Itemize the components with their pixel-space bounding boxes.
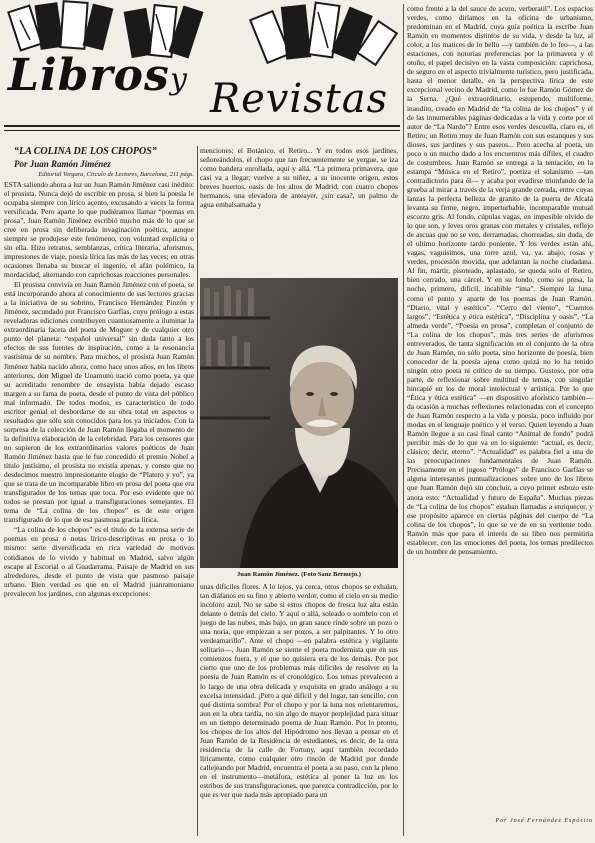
header-title-y: y	[170, 62, 187, 97]
article-publisher: Editorial Vergara, Circulo de Lectores, Barcelona, 211 págs.	[38, 171, 194, 178]
article-paragraph: menciones; el Botánico, el Retiro... Y en todos esos jardines, señoreándolos, el chopo que tan frecuentemente se yergue, se iza como bandera enrollada, aquí y allá. “La primera primavera, que casi va a llegar, vuelve a su niñez, a su inocente origen, estos breves huertos, oasis de los altos de Madrid, con cuatro chopos hermanos, una elevadora de anteayer, ¿sin casa?, un palmo de agua embalsamada y	[200, 146, 398, 210]
author-photo	[200, 278, 398, 568]
article-column-3	[407, 4, 593, 816]
header-rule	[4, 125, 400, 127]
article-credit: Por José Fernández Espósito	[495, 818, 593, 824]
header-title-libros: Libros	[8, 50, 170, 101]
column-divider	[197, 146, 198, 836]
portrait-image	[200, 278, 398, 568]
article-paragraph: “La colina de los chopos” es el título de la extensa serie de poemas en prosa o notas lírico-descriptivas en prosa o lo mismo: serie diversificada en rica variedad de motivos cotidianos de lo vivido y habitual en Madrid, salvo algún escape al Escorial o al Guadarrama. Paisaje de Madrid en sus alrededores, desde el punto de vista que pasmoso paisaje urbano. Bien verdad es que en el Madrid juanramoniano prevalecen los jardines, con algunas excepciones:	[4, 525, 194, 598]
book-stack-left-icon	[8, 1, 112, 50]
column-divider	[403, 4, 404, 836]
article-paragraph: como frente a la del sauce de acero, verberatil”. Los espacios verdes, como diríamos en la oficina de urbanismo, predominan en el Madrid, cuya guía poética la escribe Juan Ramón en momentos distintos de su vida, y desde la luz, al color, a los matices de lo bello —y también de lo feo—, a las estaciones, con notorias preferencias por la primavera y el otoño, el papel decisivo en la vasta composición: caprichosa, de seguro en el aspecto trivialmente turístico, pero justificada, hasta el menor detalle, en la perspectiva lírica de este excepcional vecino de Madrid, como lo fue Ramón Gómez de la Serna. ¿Qué extraordinario, estupendo, multiforme, inaudito, creado en Madrid de “la colina de los chopos” y el de las innumerables páginas dedicadas a la vida y corte por el autor de “La Nardo”? Entre esos verdes descuella, claro es, el Retiro; un Retiro muy de Juan Ramón con sus estanques y sus dioses, sus jardines y sus paseos... Pero acecha al poeta, un poco o un mucho dado a los encuentros más dífiles, el cuadro de costumbres. Juan Ramón se entrega a la tentación, en la estampa “Música en el Retiro”, poetiza el solanismo —tan contradictorio para él— y acaba por evadirse triunfando de la grueba al mirar a través de la verja grande cerrada, entre cuyas lanzas la perfecta belleza de granito de la puerta de Alcalá levanta su firme, negro, imperturbable, incomparable mutual escorzo gris. Al fondo, cúpulas vagas, en imposible olvido de lo que son, y leves oros granas con metales y cristales, reflejo de ascuas que no se ven, derramadas, chorreadas, sin duda, de el ultimo horizonte tardo poniente. Y los verdes están ahí, vagas, vaguisimos, una torre azul, va, ya. abajo, rosas y verdes, procesión movida, que adelantan la noche ciudadana. Al fin, mártir, pisoteado, aplastado, se queda solo el Retiro, bien cerrado, una cárcel. Y en su fondo, como su presa, la noche, primero, difícil, incabible “ima”. Siempre la luna, como el punto y aparte de los poemas de Juan Ramón. “Diario, vital y estético”. “Cerro del viento”, “Cuentos largos”, “Estética y ética estética”, “Disciplina y oasis”, “La almeda verde”, “Poesía en prosa”, completan el conjunto de “La colina de los chopos”, más tres series de aforismos entreverados, de tanta significación en el conjunto de la obra de Juan Ramón, no sólo poeta, sino horizonte de poesía, bien conocedor de la poesía ajena como quizá no lo ha tenido ningún otro poeta ni crítico de su tiempo. Gustoso, por otra parte, de reflexionar sobre multitud de temas, con singular hincapié en los de moral intelectual y artística. Por lo que “Ética y ética estética” —en dispositivo aforístico también— da ocasión a muchas reflexiones relacionadas con el concepto de Juan Ramón respecto a la vida y poesía, poco influido por modas en el lenguaje poético y el verso. Quien leyendo a Juan Ramón llegue a su casi final canto “Animal de fondo” podrá percibir más de lo que va en lo siguiente: “actual, es decir, clásico; decir, eterno”. “Actualidad” es palabra fiel a una de las preocupaciones fundamentales de Juan Ramón. Precisamente en el jugoso “Prólogo” de Francisco Garfías se alguna interesantes puntualizaciones sobre uno de los libros que Juan Ramón dejó sin concluir, a cuyo primer esbozo este anota esto: “Actualidad y futuro de España”. Muchas piezas de “La colina de los chopos” estaban llamadas a enriquecer, y ese propósito aparece en ciertas páginas del cuerpo de “La colina de los chopos”, lo que se ve de en su vertiente todo. Ramón más que para el interés de su libro nos permitiría establecer, con las emociones del poeta, los temas predilectos de un hombre de pensamiento.	[407, 4, 593, 556]
article-column-2-bottom	[200, 582, 398, 838]
book-stack-right-icon	[250, 3, 396, 65]
article-column-1	[4, 146, 194, 840]
section-header	[0, 0, 400, 138]
header-rule-thin	[4, 130, 400, 131]
article-paragraph: El prosista convivía en Juan Ramón Jiménez con el poeta, se está incorporando ahora al conocimiento de sus lectores gracias a la iniciativa de su sobrino, Francisco Hernández Pinzón y Jiménez, secundado por Francisco Garfías, cuyo prólogo a estas reveladoras ediciones contribuyen cuantiosamente a iluminar la extraordinaria faceta del poeta de Moguer y de cualquier otro punto del planeta: “español universal” sin duda tanto a los efectos de sus fuentes de inspiración, como a la resonancia vastísima de su nombre. Para muchos, el prosista Juan Ramón Jiménez había nacido ahora, como hace unos años, en los libros anteriores, don Miguel de Unamuno nació como poeta, ya que su acreditado renombre de ensayista había dejado escaso margen a su fama de poeta, desde el punto de vista del público mal informado. De todos modos, es característico de todo escritor genial el desbordarse de su obra total en aspectos o resultados que sólo son conocidos para los ya iniciados. Con la sorpresa de la colección de Juan Ramón llegaba el momento de la definitiva elaboración de la celebridad. Para los censores que no supieron de los extraordinarios valores poéticos de Juan Ramón Jiménez hasta que le fue concedido el premio Nobel a título justísimo, el prosista no existía apenas, y conste que no desdecimos nuestro impresionante elogio de “Platero y yo”, ya que se trata de un incomparable libro en prosa del poeta que era transfigurador de los temas que toca. Por eso evidente que no todos se prestan por igual a transfiguraciones semejantes. El tema de “La colina de los chopos” es de este origen transfigurado de lo que de esa pasmosa gracia lírica.	[4, 280, 194, 525]
header-title-revistas: Revistas	[210, 76, 389, 122]
article-author: Por Juan Ramón Jiménez	[14, 159, 111, 169]
photo-caption: Juan Ramón Jiménez. (Foto Sanz Bermejo.)	[237, 571, 361, 578]
article-paragraph: ESTA saliendo ahora a luz un Juan Ramón Jiménez casi inédito: el prosista. Nunca dejó de escribir en prosa, si bien la poesía le ocupaba siempre con lírico acento, excusando a veces la forma versificada. Pero aparte lo que pudiéramos llamar “poemas en prosa”, Juan Ramón Jiménez escribió mucho más de lo que se cree en prosa sin deliberada invaginación poética, aunque siempre se produjese este fenómeno, con voluntad explícita o sin ella. Hizo retratos, semblanzas, crítica literaria, aforismos, impresiones de viaje, poesía lírica las más de las veces; en otras ocasiones llenaba su buscar el ingenio, el afán polémico, la mordacidad, alternando con caprichosas reacciones personales.	[4, 179, 194, 280]
article-column-2-top	[200, 146, 398, 272]
article-title: “LA COLINA DE LOS CHOPOS”	[14, 146, 157, 157]
article-paragraph: unas difíciles flores. A lo lejos, ya cerca, otros chopos se exhalan, tan diáfanos en su fino y abierto verdor, como el cielo en su medio incoloro azul. No se sabe si estos chopos de fresca luz alta están delante o detrás del cielo. Y aquí o allá, soleado o sombrío con el juego de las nubes, más bajo, un gran sauce rinde sobre un pozo o una noria, que empiezan a ser pozos, a ser palpitantes. Y lo otro verdeamarillo”. Ante el chopo —en palabra estética y vigilante solitario—, Juan Ramón se siente el poeta modernista que en sus comienzos fuera, y el que no quisiera era de los demás. Por por cierto que uno de los problemas más difíciles de resolver en la poesía de Juan Ramón es el cronológico. Los temas prevalecen a lo largo de una obra delicada y exquisita en grado análogo a su excelsa intensidad. ¡Pero a qué difícil y del lugar, tan sencillo, con qué distinta sombra! Por el chopo y por la luna nos orientaremos, aun en la obra tardía, no sin algo de mayor perplejidad para situar en un tiempo determinado poema de Juan Ramón. Por lo pronto, los chopos de los altos del Hipódromo nos llevan a pensar en el Juan Ramón de la Residencia de estudiantes, es decir, de la otra residencia de la calle de Fortuny, aquí también recordado líricamente, como cualquier otro rincón de Madrid por donde callejeando por Madrid, encuentra el poeta a su paso, con la pleno en el instrumento—metáfora, estética al poner la luz en los estribos de sus transfiguraciones, que parezca contradicción, por lo que es ver que nada más apropiado para un	[200, 582, 398, 800]
